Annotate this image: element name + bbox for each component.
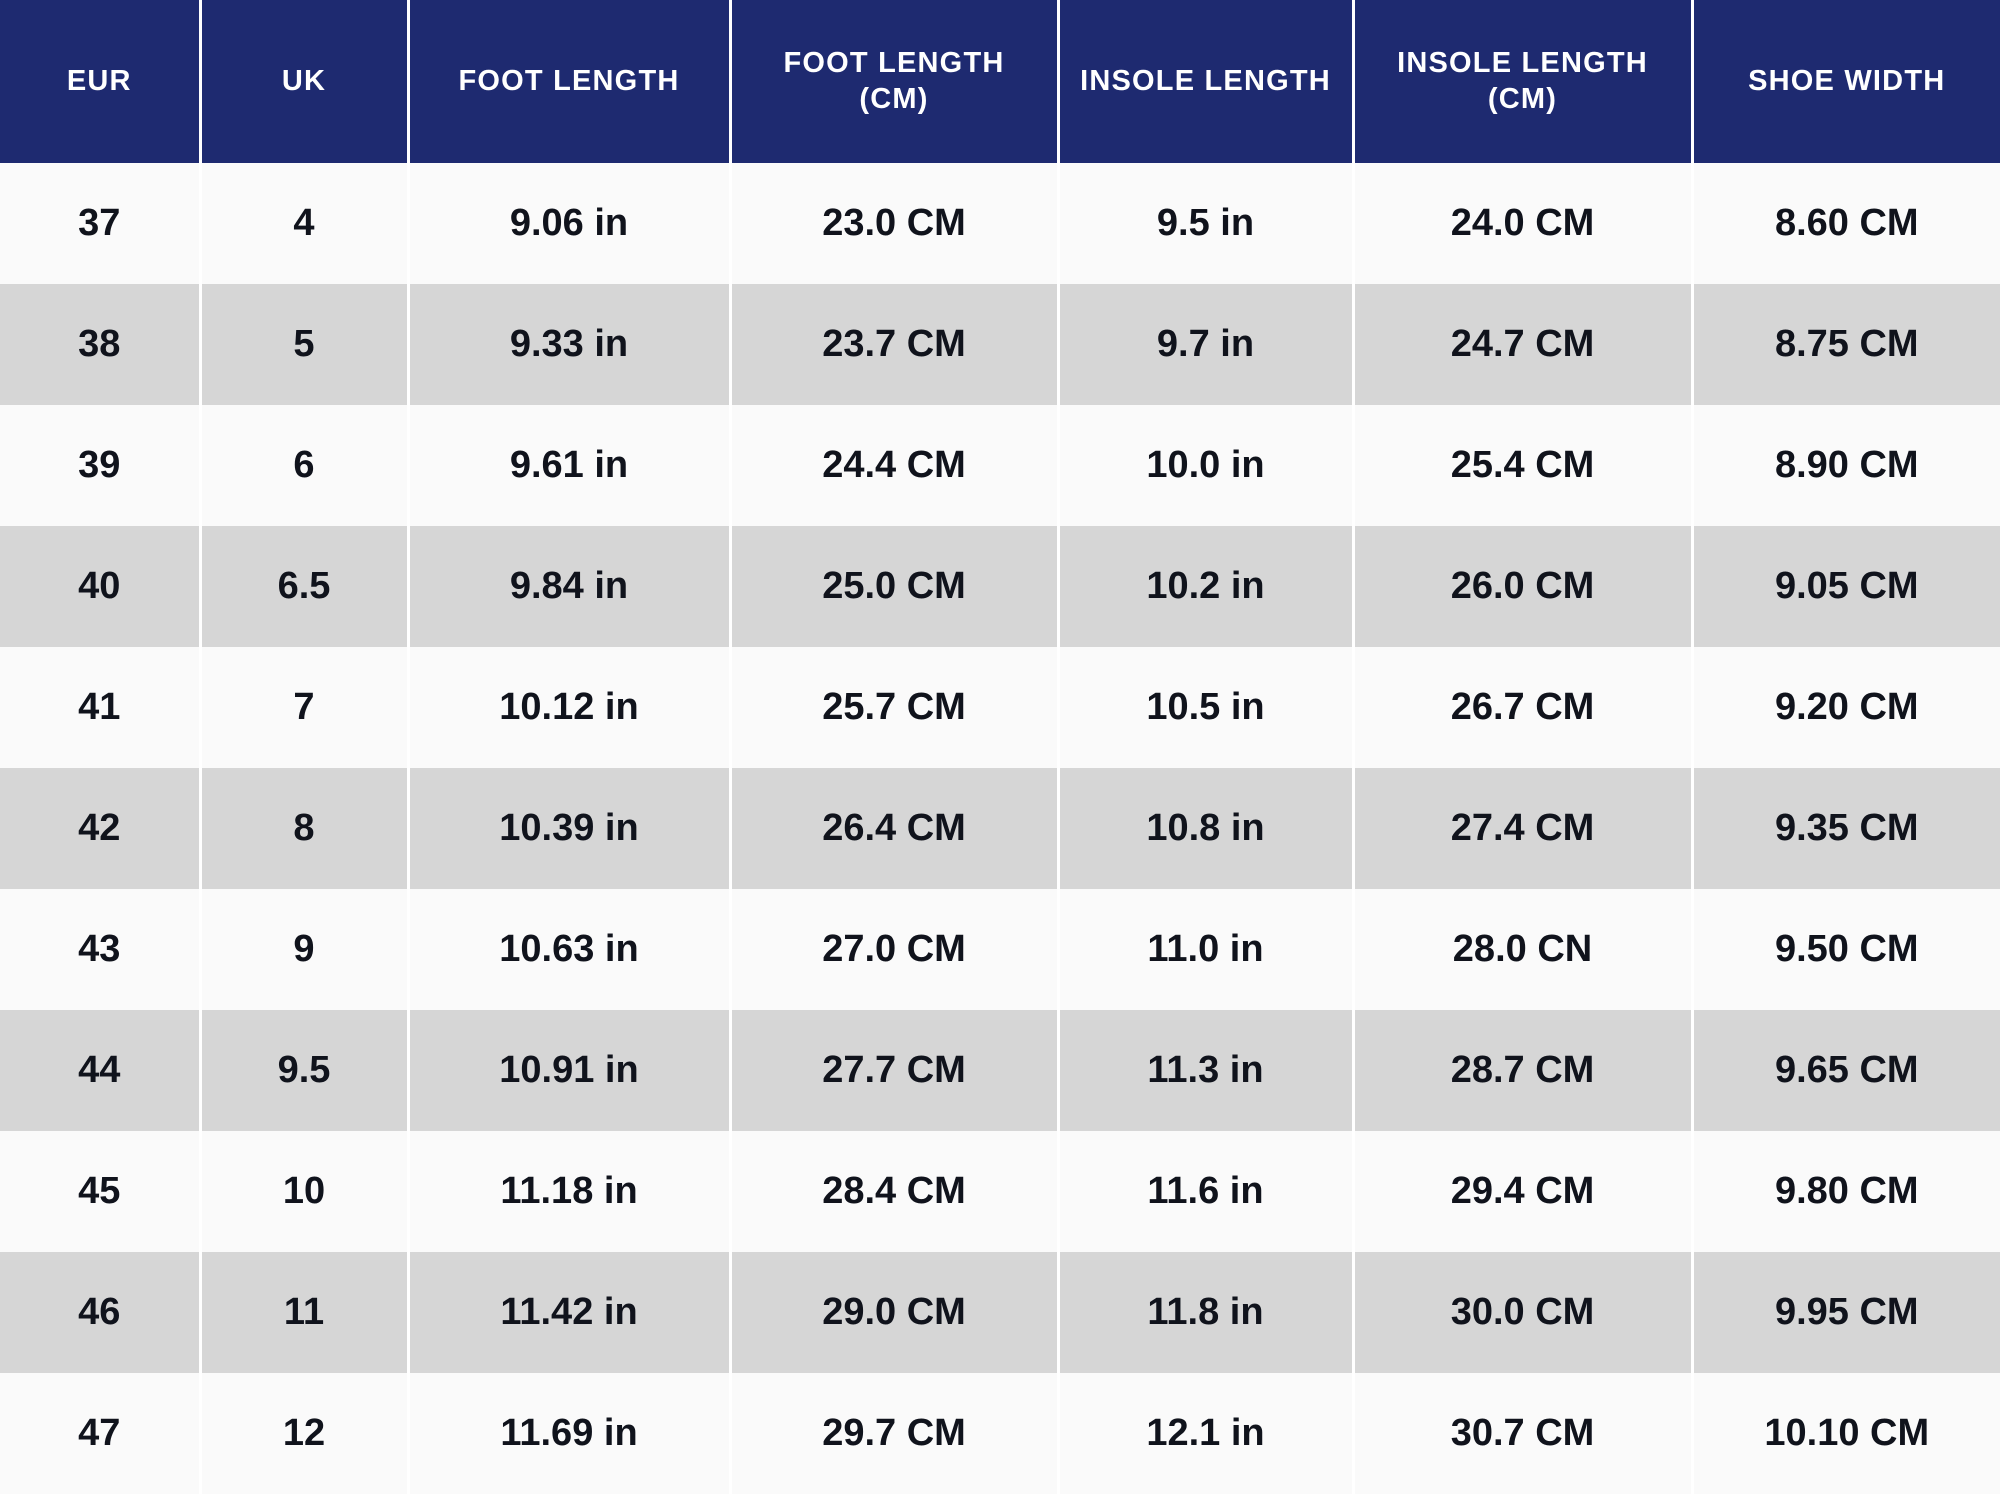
- table-cell: 10.39 in: [408, 768, 730, 889]
- table-cell: 29.7 CM: [730, 1373, 1058, 1494]
- table-cell: 9.50 CM: [1692, 889, 2000, 1010]
- table-cell: 24.7 CM: [1353, 284, 1692, 405]
- table-cell: 27.7 CM: [730, 1010, 1058, 1131]
- column-header-foot-length: FOOT LENGTH: [408, 0, 730, 163]
- table-row: [0, 526, 2000, 647]
- table-cell: 9.61 in: [408, 405, 730, 526]
- table-row: [0, 1373, 2000, 1494]
- table-cell: 45: [0, 1131, 200, 1252]
- table-header: [0, 0, 2000, 163]
- table-cell: 30.7 CM: [1353, 1373, 1692, 1494]
- table-cell: 6: [200, 405, 408, 526]
- table-cell: 10.12 in: [408, 647, 730, 768]
- table-cell: 11.42 in: [408, 1252, 730, 1373]
- table-row: [0, 284, 2000, 405]
- table-body: [0, 163, 2000, 1494]
- table-cell: 4: [200, 163, 408, 284]
- table-cell: 24.4 CM: [730, 405, 1058, 526]
- table-cell: 10.8 in: [1058, 768, 1353, 889]
- table-cell: 27.4 CM: [1353, 768, 1692, 889]
- table-cell: 9: [200, 889, 408, 1010]
- table-cell: 39: [0, 405, 200, 526]
- table-cell: 37: [0, 163, 200, 284]
- table-cell: 29.0 CM: [730, 1252, 1058, 1373]
- table-cell: 26.0 CM: [1353, 526, 1692, 647]
- table-cell: 9.05 CM: [1692, 526, 2000, 647]
- table-cell: 47: [0, 1373, 200, 1494]
- table-cell: 29.4 CM: [1353, 1131, 1692, 1252]
- table-cell: 5: [200, 284, 408, 405]
- table-cell: 10.63 in: [408, 889, 730, 1010]
- column-header-uk: UK: [200, 0, 408, 163]
- table-cell: 9.35 CM: [1692, 768, 2000, 889]
- table-row: [0, 1010, 2000, 1131]
- header-row: [0, 0, 2000, 163]
- table-cell: 6.5: [200, 526, 408, 647]
- table-cell: 9.06 in: [408, 163, 730, 284]
- table-cell: 28.0 CN: [1353, 889, 1692, 1010]
- table-cell: 10.0 in: [1058, 405, 1353, 526]
- table-cell: 11.8 in: [1058, 1252, 1353, 1373]
- table-cell: 41: [0, 647, 200, 768]
- table-cell: 25.0 CM: [730, 526, 1058, 647]
- table-cell: 28.7 CM: [1353, 1010, 1692, 1131]
- column-header-foot-length-cm: FOOT LENGTH (CM): [730, 0, 1058, 163]
- table-cell: 10.2 in: [1058, 526, 1353, 647]
- table-cell: 42: [0, 768, 200, 889]
- table-cell: 10: [200, 1131, 408, 1252]
- table-cell: 12.1 in: [1058, 1373, 1353, 1494]
- table-cell: 9.33 in: [408, 284, 730, 405]
- table-row: [0, 405, 2000, 526]
- table-cell: 8.75 CM: [1692, 284, 2000, 405]
- table-cell: 10.91 in: [408, 1010, 730, 1131]
- table-row: [0, 1131, 2000, 1252]
- table-cell: 44: [0, 1010, 200, 1131]
- table-cell: 9.80 CM: [1692, 1131, 2000, 1252]
- table-cell: 26.4 CM: [730, 768, 1058, 889]
- table-cell: 25.4 CM: [1353, 405, 1692, 526]
- table-cell: 8: [200, 768, 408, 889]
- table-row: [0, 163, 2000, 284]
- table-row: [0, 889, 2000, 1010]
- table-cell: 11.3 in: [1058, 1010, 1353, 1131]
- table-cell: 8.90 CM: [1692, 405, 2000, 526]
- column-header-eur: EUR: [0, 0, 200, 163]
- table-cell: 8.60 CM: [1692, 163, 2000, 284]
- table-cell: 7: [200, 647, 408, 768]
- table-cell: 11.0 in: [1058, 889, 1353, 1010]
- table-row: [0, 1252, 2000, 1373]
- column-header-shoe-width: SHOE WIDTH: [1692, 0, 2000, 163]
- table-cell: 9.84 in: [408, 526, 730, 647]
- table-cell: 40: [0, 526, 200, 647]
- column-header-insole-length-cm: INSOLE LENGTH (CM): [1353, 0, 1692, 163]
- table-cell: 23.0 CM: [730, 163, 1058, 284]
- table-cell: 10.10 CM: [1692, 1373, 2000, 1494]
- table-cell: 9.95 CM: [1692, 1252, 2000, 1373]
- column-header-insole-length: INSOLE LENGTH: [1058, 0, 1353, 163]
- table-cell: 27.0 CM: [730, 889, 1058, 1010]
- table-cell: 38: [0, 284, 200, 405]
- table-cell: 25.7 CM: [730, 647, 1058, 768]
- table-cell: 23.7 CM: [730, 284, 1058, 405]
- table-cell: 30.0 CM: [1353, 1252, 1692, 1373]
- table-cell: 11.69 in: [408, 1373, 730, 1494]
- table-row: [0, 647, 2000, 768]
- table-cell: 28.4 CM: [730, 1131, 1058, 1252]
- table-cell: 11.18 in: [408, 1131, 730, 1252]
- table-cell: 26.7 CM: [1353, 647, 1692, 768]
- table-cell: 9.7 in: [1058, 284, 1353, 405]
- table-cell: 10.5 in: [1058, 647, 1353, 768]
- table-cell: 24.0 CM: [1353, 163, 1692, 284]
- table-row: [0, 768, 2000, 889]
- table-cell: 11.6 in: [1058, 1131, 1353, 1252]
- table-cell: 9.65 CM: [1692, 1010, 2000, 1131]
- table-cell: 12: [200, 1373, 408, 1494]
- table-cell: 46: [0, 1252, 200, 1373]
- table-cell: 9.5: [200, 1010, 408, 1131]
- table-cell: 11: [200, 1252, 408, 1373]
- table-cell: 43: [0, 889, 200, 1010]
- table-cell: 9.20 CM: [1692, 647, 2000, 768]
- table-cell: 9.5 in: [1058, 163, 1353, 284]
